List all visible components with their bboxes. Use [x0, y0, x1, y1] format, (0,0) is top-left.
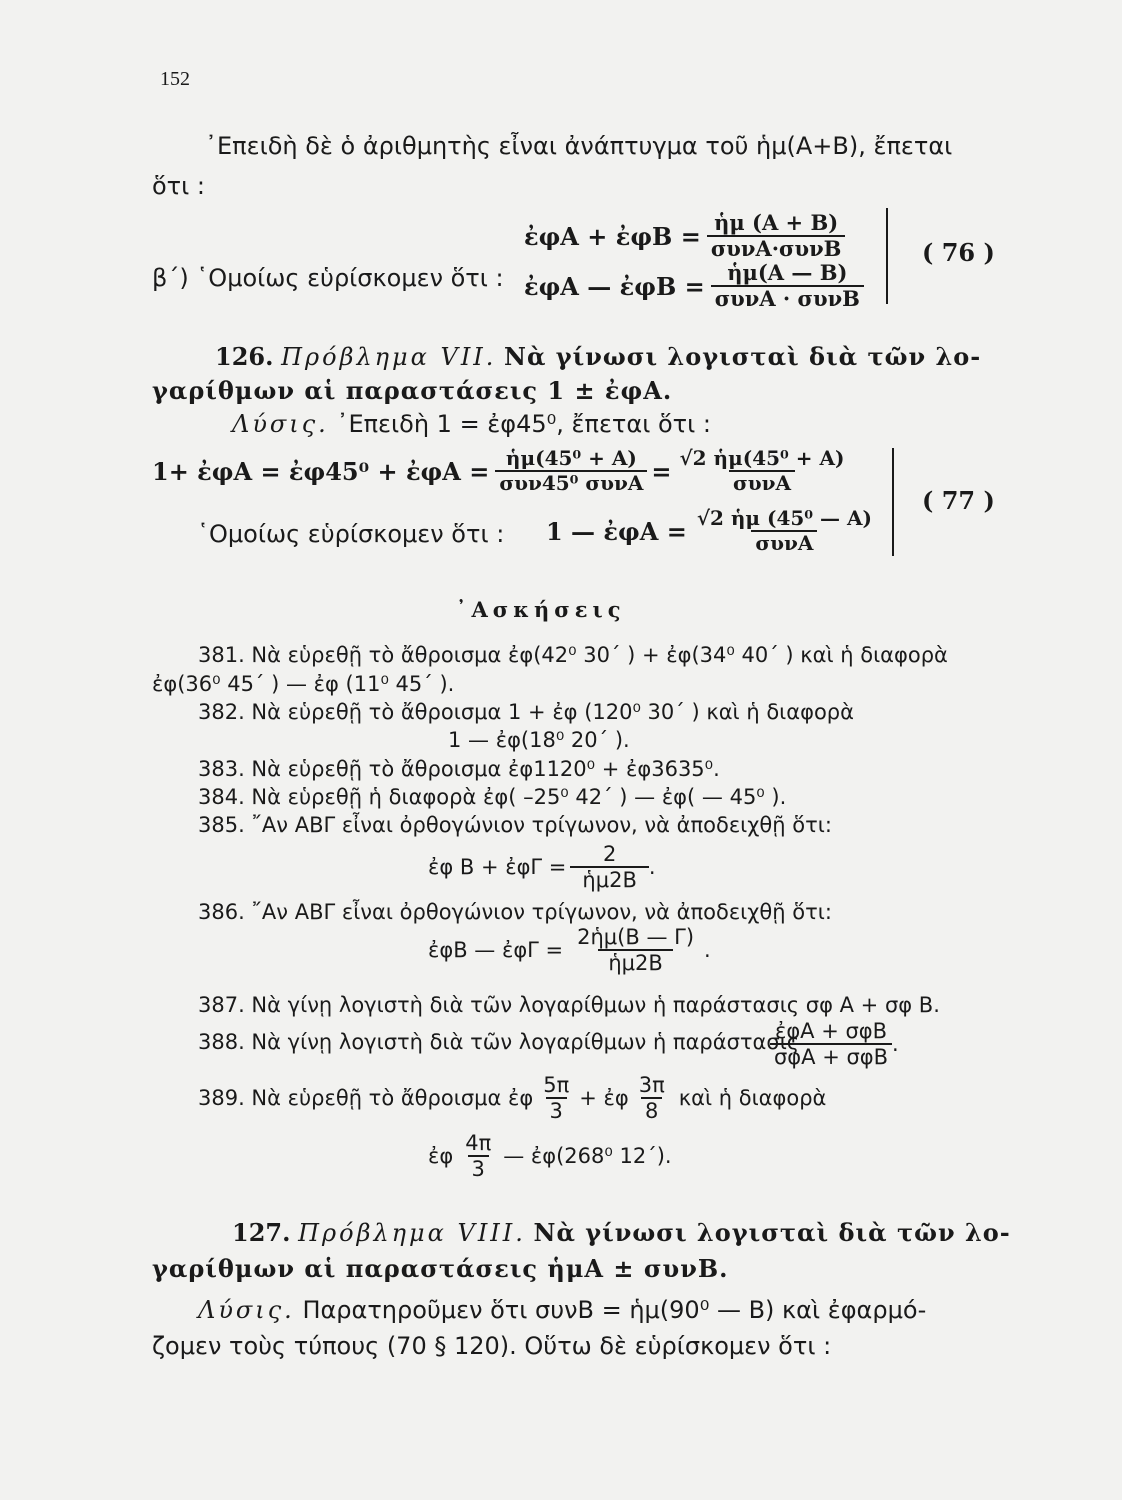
problem-127-label: Πρόβλημα VIII.	[298, 1219, 526, 1247]
exercise-385-num: 2	[602, 842, 617, 866]
exercise-388: 388. Νὰ γίνῃ λογιστὴ διὰ τῶν λογαρίθμων ἡ παράστασις	[198, 1030, 800, 1054]
exercise-385-den: ἡμ2Β	[570, 866, 648, 891]
eq76-number: ( 76 )	[922, 238, 995, 267]
problem-126-title-1: Νὰ γίνωσι λογισταὶ διὰ τῶν λο-	[504, 342, 982, 371]
problem-127-number: 127.	[232, 1218, 291, 1247]
problem-126-number: 126.	[215, 342, 274, 371]
eq76-lhs-2: ἐφΑ — ἐφΒ =	[524, 271, 705, 301]
problem-127-heading	[232, 1218, 1011, 1247]
eq77-brace	[884, 448, 894, 556]
exercise-389-fraction-1	[539, 1074, 573, 1122]
exercise-389-text-c: καὶ ἡ διαφορὰ	[678, 1086, 827, 1111]
exercise-386-num: 2ἡμ(Β — Γ)	[577, 925, 695, 949]
exercise-389-f2-den: 8	[641, 1097, 662, 1122]
exercise-382-line-1: 382. Νὰ εὑρεθῇ τὸ ἄθροισμα 1 + ἐφ (120⁰ 30΄ ) καὶ ἡ διαφορὰ	[198, 700, 854, 724]
eq77-fraction-2	[676, 448, 849, 494]
exercise-389-f1-num: 5π	[543, 1073, 570, 1097]
exercise-386-fraction	[567, 926, 704, 974]
problem-126-lysis-text: ᾿Επειδὴ 1 = ἐφ45⁰, ἔπεται ὅτι :	[336, 410, 711, 438]
eq76-den-1: συνΑ·συνΒ	[707, 235, 846, 260]
problem-127-lysis-line-2: ζομεν τοὺς τύπους (70 § 120). Οὕτω δὲ εὑρίσκομεν ὅτι :	[152, 1332, 832, 1360]
exercise-386-den: ἡμ2Β	[598, 949, 672, 974]
exercise-385-end: .	[648, 855, 656, 880]
problem-127-title-1: Νὰ γίνωσι λογισταὶ διὰ τῶν λο-	[533, 1218, 1011, 1247]
intro-line-2: ὅτι :	[152, 172, 205, 200]
exercise-384: 384. Νὰ εὑρεθῇ ἡ διαφορὰ ἐφ( –25⁰ 42΄ ) — ἐφ( — 45⁰ ).	[198, 785, 787, 809]
exercise-389-f2-num: 3π	[638, 1073, 665, 1097]
exercise-388-formula	[770, 1020, 899, 1068]
problem-127-lysis-label: Λύσις.	[198, 1296, 295, 1324]
eq77-f2-den: συνΑ	[729, 470, 795, 494]
eq76-fraction-2	[711, 262, 864, 310]
eq76-lhs-1: ἐφΑ + ἐφΒ =	[524, 221, 701, 251]
exercise-389-fraction-2	[635, 1074, 669, 1122]
problem-127-title-2: γαρίθμων αἱ παραστάσεις ἡμΑ ± συνΒ.	[152, 1254, 729, 1283]
exercise-388-fraction	[770, 1020, 892, 1068]
exercise-388-den: σφΑ + σφΒ	[770, 1043, 892, 1068]
exercise-386-formula	[428, 926, 711, 974]
eq76-beta-label: β΄) ῾Ομοίως εὑρίσκομεν ὅτι :	[152, 264, 504, 292]
problem-126-title-2: γαρίθμων αἱ παραστάσεις 1 ± ἐφΑ.	[152, 376, 673, 405]
problem-126-label: Πρόβλημα VII.	[281, 343, 497, 371]
eq77-row-1	[152, 448, 848, 494]
eq77-fraction-1	[495, 448, 647, 494]
eq76-den-2: συνΑ · συνΒ	[711, 285, 864, 310]
exercise-383: 383. Νὰ εὑρεθῇ τὸ ἄθροισμα ἐφ1120⁰ + ἐφ3635⁰.	[198, 757, 720, 781]
exercise-386: 386. ῎Αν ΑΒΓ εἶναι ὀρθογώνιον τρίγωνον, νὰ ἀποδειχθῇ ὅτι:	[198, 900, 832, 924]
exercise-389-f3-num: 4π	[465, 1131, 492, 1155]
problem-127-lysis-line-1	[198, 1296, 926, 1324]
eq76-num-1: ἡμ (Α + Β)	[714, 210, 839, 235]
exercise-388-num: ἐφΑ + σφΒ	[774, 1019, 888, 1043]
problem-127-lysis-text-1: Παρατηροῦμεν ὅτι συνΒ = ἡμ(90⁰ — Β) καὶ ἐφαρμό-	[302, 1296, 927, 1324]
intro-line-1: ᾿Επειδὴ δὲ ὁ ἀριθμητὴς εἶναι ἀνάπτυγμα τοῦ ἡμ(Α+Β), ἔπεται	[205, 132, 953, 160]
eq77-similar-label: ῾Ομοίως εὑρίσκομεν ὅτι :	[197, 520, 505, 548]
exercise-385: 385. ῎Αν ΑΒΓ εἶναι ὀρθογώνιον τρίγωνον, νὰ ἀποδειχθῇ ὅτι:	[198, 813, 832, 837]
exercise-386-lhs: ἐφΒ — ἐφΓ =	[428, 938, 564, 963]
page-number: 152	[160, 68, 190, 90]
eq77-row-2	[546, 508, 876, 554]
eq76-brace	[878, 208, 888, 304]
exercise-381-line-2: ἐφ(36⁰ 45΄ ) — ἐφ (11⁰ 45΄ ).	[152, 672, 455, 696]
eq77-f1-num: ἡμ(45⁰ + Α)	[505, 446, 637, 470]
exercise-389-line-2	[428, 1132, 672, 1180]
exercise-389-text-d: ἐφ	[428, 1144, 454, 1169]
exercise-389-text-a: 389. Νὰ εὑρεθῇ τὸ ἄθροισμα ἐφ	[198, 1086, 534, 1111]
eq76-row-1	[524, 212, 845, 260]
eq76-row-2	[524, 262, 864, 310]
eq77-f2-num: √2 ἡμ(45⁰ + Α)	[679, 446, 845, 470]
exercises-heading: ᾿Ασκήσεις	[456, 597, 626, 622]
eq76-fraction-1	[707, 212, 846, 260]
eq76-num-2: ἡμ(Α — Β)	[727, 260, 848, 285]
eq77-f3-den: συνΑ	[751, 530, 817, 554]
exercise-389-fraction-3	[461, 1132, 495, 1180]
exercise-387: 387. Νὰ γίνῃ λογιστὴ διὰ τῶν λογαρίθμων ἡ παράστασις σφ Α + σφ Β.	[198, 993, 940, 1017]
exercise-382-line-2: 1 — ἐφ(18⁰ 20΄ ).	[448, 728, 630, 752]
problem-126-heading	[215, 342, 981, 371]
exercise-389-line-1	[198, 1074, 826, 1122]
exercise-389-text-e: — ἐφ(268⁰ 12΄).	[503, 1144, 672, 1169]
eq77-lhs-1: 1+ ἐφΑ = ἐφ45⁰ + ἐφΑ =	[152, 456, 490, 486]
eq77-f1-den: συν45⁰ συνΑ	[495, 470, 647, 494]
exercise-389-f1-den: 3	[546, 1097, 567, 1122]
exercise-389-f3-den: 3	[468, 1155, 489, 1180]
exercise-386-end: .	[704, 938, 711, 963]
eq77-lhs-2: 1 — ἐφΑ =	[546, 516, 687, 546]
exercise-385-formula	[428, 843, 656, 891]
eq77-f3-num: √2 ἡμ (45⁰ — Α)	[696, 506, 872, 530]
eq77-number: ( 77 )	[922, 486, 995, 515]
eq77-equals: =	[651, 456, 672, 486]
exercise-389-text-b: + ἐφ	[579, 1086, 629, 1111]
exercise-381-line-1: 381. Νὰ εὑρεθῇ τὸ ἄθροισμα ἐφ(42⁰ 30΄ ) + ἐφ(34⁰ 40΄ ) καὶ ἡ διαφορὰ	[198, 643, 948, 667]
exercise-385-lhs: ἐφ Β + ἐφΓ =	[428, 855, 567, 880]
problem-126-lysis	[232, 410, 711, 438]
exercise-385-fraction	[570, 843, 648, 891]
problem-126-lysis-label: Λύσις.	[232, 410, 329, 438]
exercise-388-end: .	[892, 1032, 899, 1057]
eq77-fraction-3	[693, 508, 876, 554]
